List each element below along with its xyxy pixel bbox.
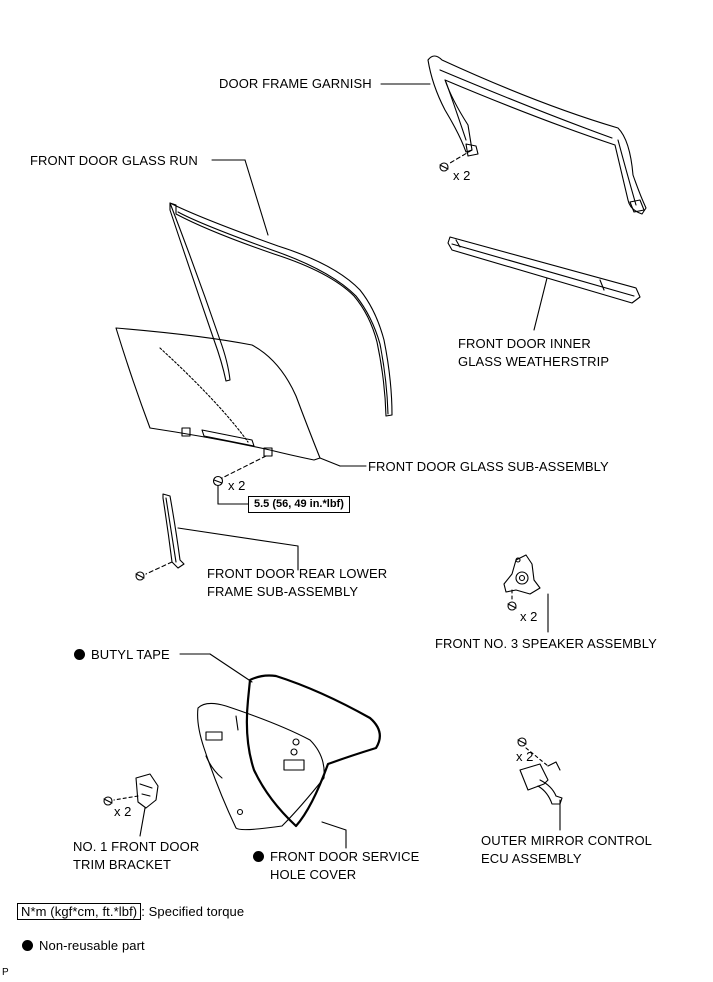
rear-lower-frame-leader: [178, 528, 298, 546]
legend-non-reusable: [22, 937, 145, 955]
label-trim-bracket-line2: TRIM BRACKET: [73, 857, 171, 872]
butyl-tape-leader: [210, 654, 252, 682]
trim-bracket-leader: [140, 808, 145, 836]
label-butyl-tape-text: BUTYL TAPE: [91, 647, 170, 662]
inner-glass-weatherstrip-part: [448, 237, 640, 303]
weatherstrip-leader: [534, 278, 547, 330]
mirror-screw: [518, 738, 526, 746]
rear-lower-frame-part: [163, 494, 184, 568]
front-door-glass-part: [116, 328, 320, 460]
label-glass-sub-assembly: FRONT DOOR GLASS SUB-ASSEMBLY: [368, 459, 609, 474]
speaker-screw: [508, 602, 516, 610]
label-service-hole-cover: [253, 848, 419, 884]
legend-non-reusable-text: Non-reusable part: [39, 938, 145, 953]
non-reusable-dot-icon: [253, 851, 264, 862]
label-trim-bracket-line1: NO. 1 FRONT DOOR: [73, 839, 200, 854]
legend-torque-box: N*m (kgf*cm, ft.*lbf): [17, 903, 141, 920]
qty-bracket-screws: x 2: [114, 804, 132, 819]
qty-garnish-screws: x 2: [453, 168, 471, 183]
qty-mirror-screws: x 2: [516, 749, 534, 764]
rear-lower-frame-screw: [136, 572, 144, 580]
label-mirror-ecu-line2: ECU ASSEMBLY: [481, 851, 582, 866]
label-rear-lower-frame-line2: FRAME SUB-ASSEMBLY: [207, 584, 359, 599]
garnish-screw-dash: [450, 150, 472, 163]
trim-bracket-screw-dash: [114, 796, 138, 800]
label-rear-lower-frame: [207, 565, 387, 601]
label-door-frame-garnish: DOOR FRAME GARNISH: [219, 76, 372, 91]
mirror-ecu-part: [520, 762, 562, 804]
label-inner-weatherstrip: [458, 335, 609, 371]
label-inner-weatherstrip-line2: GLASS WEATHERSTRIP: [458, 354, 610, 369]
label-speaker: FRONT NO. 3 SPEAKER ASSEMBLY: [435, 636, 657, 651]
glass-leader: [320, 458, 340, 466]
butyl-tape-part: [247, 676, 380, 827]
torque-spec-glass-bolt: 5.5 (56, 49 in.*lbf): [248, 496, 350, 513]
front-door-glass-run-part: [170, 203, 392, 416]
speaker-part: [504, 555, 540, 594]
legend-torque-text: : Specified torque: [141, 904, 245, 919]
non-reusable-dot-icon: [74, 649, 85, 660]
glass-bolt-dash: [222, 456, 266, 478]
label-service-hole-cover-text: FRONT DOOR SERVICE: [270, 849, 420, 864]
label-trim-bracket: [73, 838, 199, 874]
qty-speaker-screws: x 2: [520, 609, 538, 624]
qty-glass-bolts: x 2: [228, 478, 246, 493]
label-butyl-tape: [74, 646, 170, 664]
label-mirror-ecu-line1: OUTER MIRROR CONTROL: [481, 833, 652, 848]
garnish-screw: [440, 163, 448, 171]
glass-run-leader-v: [245, 160, 268, 235]
rear-lower-frame-screw-dash: [146, 562, 172, 574]
glass-bolt: [214, 477, 223, 486]
label-service-hole-cover-line1: [253, 848, 419, 866]
label-rear-lower-frame-line1: FRONT DOOR REAR LOWER: [207, 566, 388, 581]
service-hole-cover-part: [198, 703, 325, 829]
service-cover-leader: [322, 822, 346, 830]
label-service-hole-cover-line2: HOLE COVER: [270, 867, 357, 882]
non-reusable-dot-icon: [22, 940, 33, 951]
trim-bracket-screw: [104, 797, 112, 805]
door-frame-garnish-part: [428, 56, 646, 214]
corner-code: P: [2, 967, 9, 978]
legend-torque: [17, 903, 244, 921]
label-glass-run: FRONT DOOR GLASS RUN: [30, 153, 198, 168]
label-inner-weatherstrip-line1: FRONT DOOR INNER: [458, 336, 591, 351]
label-mirror-ecu: [481, 832, 652, 868]
trim-bracket-part: [136, 774, 158, 808]
